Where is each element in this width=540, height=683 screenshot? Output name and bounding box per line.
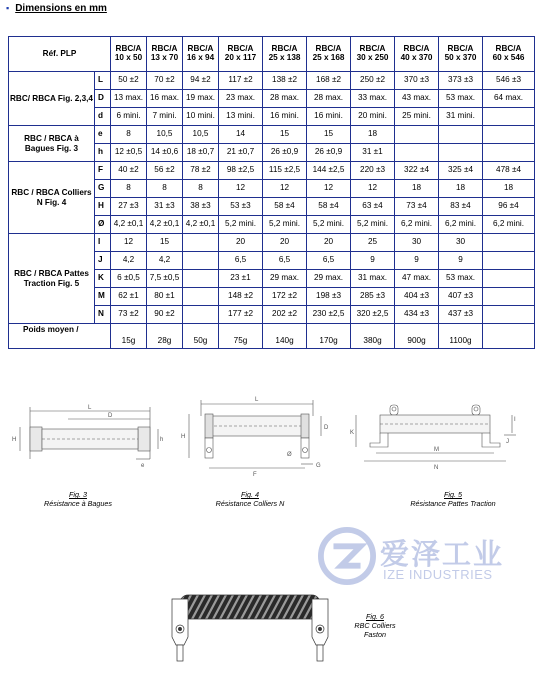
table-cell: 220 ±3 <box>351 162 395 180</box>
table-cell: 5,2 mini. <box>307 216 351 234</box>
table-cell: 9 <box>439 252 483 270</box>
table-cell: 5,2 mini. <box>263 216 307 234</box>
table-cell <box>439 126 483 144</box>
table-cell: 56 ±2 <box>147 162 183 180</box>
table-cell: 4,2 <box>111 252 147 270</box>
column-header-model: RBC/A <box>187 44 214 54</box>
table-cell: 230 ±2,5 <box>307 306 351 324</box>
column-header <box>307 37 351 72</box>
column-header-size: 10 x 50 <box>114 53 143 62</box>
fig5-label-k: K <box>350 430 355 436</box>
column-header <box>147 37 183 72</box>
fig4-label-f: F <box>253 472 257 478</box>
column-header-model: RBC/A <box>151 44 178 54</box>
table-cell: 9 <box>395 252 439 270</box>
table-cell: 12 <box>307 180 351 198</box>
column-header-size: 60 x 546 <box>492 53 525 62</box>
figure-3-number: Fig. 3 <box>69 490 87 499</box>
group-label: RBC/ RBCA Fig. 2,3,4 <box>9 72 95 126</box>
column-header-size: 25 x 138 <box>268 53 301 62</box>
table-cell: 30 <box>395 234 439 252</box>
table-cell: 13 mini. <box>219 108 263 126</box>
dimension-code: e <box>95 126 111 144</box>
table-cell: 6,2 mini. <box>395 216 439 234</box>
table-cell: 546 ±3 <box>483 72 535 90</box>
table-cell: 6,5 <box>219 252 263 270</box>
table-cell: 58 ±4 <box>263 198 307 216</box>
table-cell: 28 max. <box>307 90 351 108</box>
dimension-code: d <box>95 108 111 126</box>
table-cell: 16 mini. <box>263 108 307 126</box>
ize-logo-icon <box>318 527 376 585</box>
table-cell: 320 ±2,5 <box>351 306 395 324</box>
column-header-size: 50 x 370 <box>444 53 477 62</box>
table-cell: 90 ±2 <box>147 306 183 324</box>
table-cell: 8 <box>111 180 147 198</box>
logo-english-text: IZE INDUSTRIES <box>383 567 493 582</box>
fig4-label-l: L <box>255 397 259 403</box>
bullet-icon: ▪ <box>6 3 10 13</box>
table-cell: 370 ±3 <box>395 72 439 90</box>
weight-cell: 1100g <box>439 324 483 349</box>
table-cell: 148 ±2 <box>219 288 263 306</box>
column-header <box>395 37 439 72</box>
table-cell <box>439 144 483 162</box>
table-cell: 5,2 mini. <box>219 216 263 234</box>
table-cell: 7 mini. <box>147 108 183 126</box>
table-cell: 63 ±4 <box>351 198 395 216</box>
dimension-code: J <box>95 252 111 270</box>
table-cell: 12 <box>111 234 147 252</box>
table-cell: 28 max. <box>263 90 307 108</box>
fig4-label-diameter: Ø <box>287 452 292 458</box>
column-header-size: 25 x 168 <box>312 53 345 62</box>
table-cell: 6,2 mini. <box>483 216 535 234</box>
table-cell: 40 ±2 <box>111 162 147 180</box>
table-cell: 6 mini. <box>111 108 147 126</box>
dimension-code: I <box>95 234 111 252</box>
table-cell: 5,2 mini. <box>351 216 395 234</box>
dimension-code: G <box>95 180 111 198</box>
table-cell: 26 ±0,9 <box>307 144 351 162</box>
table-cell: 18 <box>439 180 483 198</box>
weight-cell: 75g <box>219 324 263 349</box>
dimension-code: K <box>95 270 111 288</box>
column-header-size: 40 x 370 <box>400 53 433 62</box>
figure-6-caption <box>345 612 405 639</box>
figure-4-number: Fig. 4 <box>241 490 259 499</box>
table-cell: 6,5 <box>307 252 351 270</box>
dimensions-table <box>8 36 535 349</box>
table-cell: 6,5 <box>263 252 307 270</box>
section-header <box>6 3 107 14</box>
dimension-code: D <box>95 90 111 108</box>
table-cell: 21 ±0,7 <box>219 144 263 162</box>
table-cell: 12 ±0,5 <box>111 144 147 162</box>
figure-3-drawing <box>8 395 168 485</box>
table-row <box>9 126 535 144</box>
table-cell <box>183 288 219 306</box>
table-cell: 31 ±3 <box>147 198 183 216</box>
table-cell: 25 <box>351 234 395 252</box>
table-cell: 29 max. <box>263 270 307 288</box>
table-cell: 73 ±2 <box>111 306 147 324</box>
table-cell <box>483 288 535 306</box>
table-cell: 20 <box>219 234 263 252</box>
table-row <box>9 234 535 252</box>
figure-3-description: Résistance à Bagues <box>44 499 112 508</box>
column-header-model: RBC/A <box>115 44 142 54</box>
table-cell: 47 max. <box>395 270 439 288</box>
weight-cell: 900g <box>395 324 439 349</box>
table-cell <box>483 270 535 288</box>
section-title: Dimensions en mm <box>15 3 107 14</box>
table-cell: 29 max. <box>307 270 351 288</box>
figure-3-caption <box>18 490 138 508</box>
table-cell: 64 max. <box>483 90 535 108</box>
table-cell: 12 <box>351 180 395 198</box>
table-cell: 12 <box>219 180 263 198</box>
table-cell: 23 max. <box>219 90 263 108</box>
table-cell <box>483 234 535 252</box>
table-cell: 115 ±2,5 <box>263 162 307 180</box>
column-header-size: 30 x 250 <box>356 53 389 62</box>
table-cell: 12 <box>263 180 307 198</box>
dimension-code: H <box>95 198 111 216</box>
figure-6-description-2: Faston <box>364 630 386 639</box>
column-header <box>111 37 147 72</box>
table-cell: 31 mini. <box>439 108 483 126</box>
table-cell: 53 max. <box>439 270 483 288</box>
table-cell <box>183 306 219 324</box>
table-cell: 58 ±4 <box>307 198 351 216</box>
dimension-code: M <box>95 288 111 306</box>
column-header-size: 16 x 94 <box>186 53 215 62</box>
column-header <box>183 37 219 72</box>
table-cell: 18 <box>483 180 535 198</box>
weight-row <box>9 324 535 349</box>
header-row <box>9 37 535 72</box>
table-cell: 8 <box>147 180 183 198</box>
table-cell <box>183 234 219 252</box>
table-cell: 437 ±3 <box>439 306 483 324</box>
table-row <box>9 162 535 180</box>
fig4-label-d: D <box>324 425 329 431</box>
table-cell: 62 ±1 <box>111 288 147 306</box>
table-cell: 15 <box>307 126 351 144</box>
table-cell: 73 ±4 <box>395 198 439 216</box>
figure-6-number: Fig. 6 <box>366 612 384 621</box>
table-cell: 25 mini. <box>395 108 439 126</box>
weight-cell: 50g <box>183 324 219 349</box>
dimension-code: h <box>95 144 111 162</box>
column-header <box>483 37 535 72</box>
table-cell: 15 <box>147 234 183 252</box>
column-header-model: RBC/A <box>359 44 386 54</box>
table-cell: 250 ±2 <box>351 72 395 90</box>
dimension-code: F <box>95 162 111 180</box>
dimension-code: N <box>95 306 111 324</box>
column-header-model: RBC/A <box>447 44 474 54</box>
table-cell: 9 <box>351 252 395 270</box>
column-header-model: RBC/A <box>227 44 254 54</box>
column-header-size: 13 x 70 <box>150 53 179 62</box>
table-cell: 407 ±3 <box>439 288 483 306</box>
table-cell: 98 ±2,5 <box>219 162 263 180</box>
figure-5-drawing <box>350 395 530 485</box>
table-cell: 43 max. <box>395 90 439 108</box>
table-cell: 14 <box>219 126 263 144</box>
table-cell: 33 max. <box>351 90 395 108</box>
weight-cell: 380g <box>351 324 395 349</box>
table-cell: 53 ±3 <box>219 198 263 216</box>
table-cell: 83 ±4 <box>439 198 483 216</box>
fig4-label-h: H <box>181 434 186 440</box>
table-cell: 4,2 <box>147 252 183 270</box>
table-cell: 6 ±0,5 <box>111 270 147 288</box>
fig3-label-h: H <box>12 437 17 443</box>
table-cell: 26 ±0,9 <box>263 144 307 162</box>
table-cell <box>183 252 219 270</box>
dimension-code: L <box>95 72 111 90</box>
figure-5-number: Fig. 5 <box>444 490 462 499</box>
table-cell: 31 max. <box>351 270 395 288</box>
table-row <box>9 72 535 90</box>
table-cell: 20 <box>263 234 307 252</box>
weight-cell: 170g <box>307 324 351 349</box>
column-header <box>219 37 263 72</box>
table-cell: 18 ±0,7 <box>183 144 219 162</box>
table-cell: 20 <box>307 234 351 252</box>
column-header-size: 20 x 117 <box>224 53 257 62</box>
table-cell: 18 <box>351 126 395 144</box>
weight-label: Poids moyen / <box>9 324 111 349</box>
table-cell: 172 ±2 <box>263 288 307 306</box>
table-cell: 13 max. <box>111 90 147 108</box>
fig3-label-h-small: h <box>160 437 164 443</box>
table-cell: 4,2 ±0,1 <box>147 216 183 234</box>
logo-chinese-text: 爱泽工业 <box>380 537 505 571</box>
fig3-label-l: L <box>88 405 92 411</box>
table-cell: 373 ±3 <box>439 72 483 90</box>
figure-6-drawing <box>160 585 340 670</box>
table-cell: 4,2 ±0,1 <box>183 216 219 234</box>
dimension-code: Ø <box>95 216 111 234</box>
table-cell: 10 mini. <box>183 108 219 126</box>
table-cell: 30 <box>439 234 483 252</box>
table-cell: 7,5 ±0,5 <box>147 270 183 288</box>
group-label: RBC / RBCA Pattes Traction Fig. 5 <box>9 234 95 324</box>
fig5-label-j: J <box>506 439 509 445</box>
group-label: RBC / RBCA Colliers N Fig. 4 <box>9 162 95 234</box>
table-cell <box>483 108 535 126</box>
column-header <box>439 37 483 72</box>
table-cell <box>183 270 219 288</box>
fig3-label-e: e <box>141 463 145 469</box>
table-cell: 10,5 <box>183 126 219 144</box>
column-header-model: RBC/A <box>315 44 342 54</box>
column-header-model: RBC/A <box>271 44 298 54</box>
weight-cell: 28g <box>147 324 183 349</box>
table-cell: 78 ±2 <box>183 162 219 180</box>
table-cell: 144 ±2,5 <box>307 162 351 180</box>
table-cell: 53 max. <box>439 90 483 108</box>
table-cell: 50 ±2 <box>111 72 147 90</box>
figure-6-description-1: RBC Colliers <box>354 621 396 630</box>
table-cell: 16 max. <box>147 90 183 108</box>
table-cell: 434 ±3 <box>395 306 439 324</box>
table-cell: 404 ±3 <box>395 288 439 306</box>
table-cell: 177 ±2 <box>219 306 263 324</box>
column-header-model: RBC/A <box>495 44 522 54</box>
fig5-label-i: I <box>514 417 516 423</box>
table-cell <box>483 126 535 144</box>
table-cell: 202 ±2 <box>263 306 307 324</box>
table-cell <box>483 144 535 162</box>
table-cell: 325 ±4 <box>439 162 483 180</box>
table-cell: 117 ±2 <box>219 72 263 90</box>
fig4-label-g: G <box>316 463 321 469</box>
table-cell: 70 ±2 <box>147 72 183 90</box>
fig3-label-d: D <box>108 413 113 419</box>
column-header <box>263 37 307 72</box>
table-cell: 20 mini. <box>351 108 395 126</box>
fig5-label-n: N <box>434 465 439 471</box>
figure-4-description: Résistance Colliers N <box>215 499 285 508</box>
figure-5-caption <box>388 490 518 508</box>
column-header-model: RBC/A <box>403 44 430 54</box>
weight-cell: 15g <box>111 324 147 349</box>
table-cell <box>395 144 439 162</box>
table-cell: 19 max. <box>183 90 219 108</box>
table-cell <box>483 252 535 270</box>
table-cell: 4,2 ±0,1 <box>111 216 147 234</box>
table-cell: 8 <box>183 180 219 198</box>
table-cell: 23 ±1 <box>219 270 263 288</box>
table-cell: 322 ±4 <box>395 162 439 180</box>
table-cell: 285 ±3 <box>351 288 395 306</box>
figure-5-description: Résistance Pattes Traction <box>410 499 496 508</box>
table-cell: 18 <box>395 180 439 198</box>
table-cell: 198 ±3 <box>307 288 351 306</box>
table-cell: 478 ±4 <box>483 162 535 180</box>
table-cell: 31 ±1 <box>351 144 395 162</box>
weight-cell <box>483 324 535 349</box>
figure-4-drawing <box>175 392 335 487</box>
table-cell: 168 ±2 <box>307 72 351 90</box>
fig5-label-m: M <box>434 447 439 453</box>
table-cell: 6,2 mini. <box>439 216 483 234</box>
figure-4-caption <box>190 490 310 508</box>
ref-label: Réf. PLP <box>9 37 111 72</box>
table-cell: 80 ±1 <box>147 288 183 306</box>
table-cell: 94 ±2 <box>183 72 219 90</box>
table-cell: 96 ±4 <box>483 198 535 216</box>
column-header <box>351 37 395 72</box>
table-cell: 15 <box>263 126 307 144</box>
weight-cell: 140g <box>263 324 307 349</box>
table-cell: 16 mini. <box>307 108 351 126</box>
table-cell: 27 ±3 <box>111 198 147 216</box>
table-cell: 14 ±0,6 <box>147 144 183 162</box>
table-cell: 10,5 <box>147 126 183 144</box>
group-label: RBC / RBCA à Bagues Fig. 3 <box>9 126 95 162</box>
table-cell: 8 <box>111 126 147 144</box>
table-cell: 38 ±3 <box>183 198 219 216</box>
table-cell <box>483 306 535 324</box>
table-cell: 138 ±2 <box>263 72 307 90</box>
table-cell <box>395 126 439 144</box>
